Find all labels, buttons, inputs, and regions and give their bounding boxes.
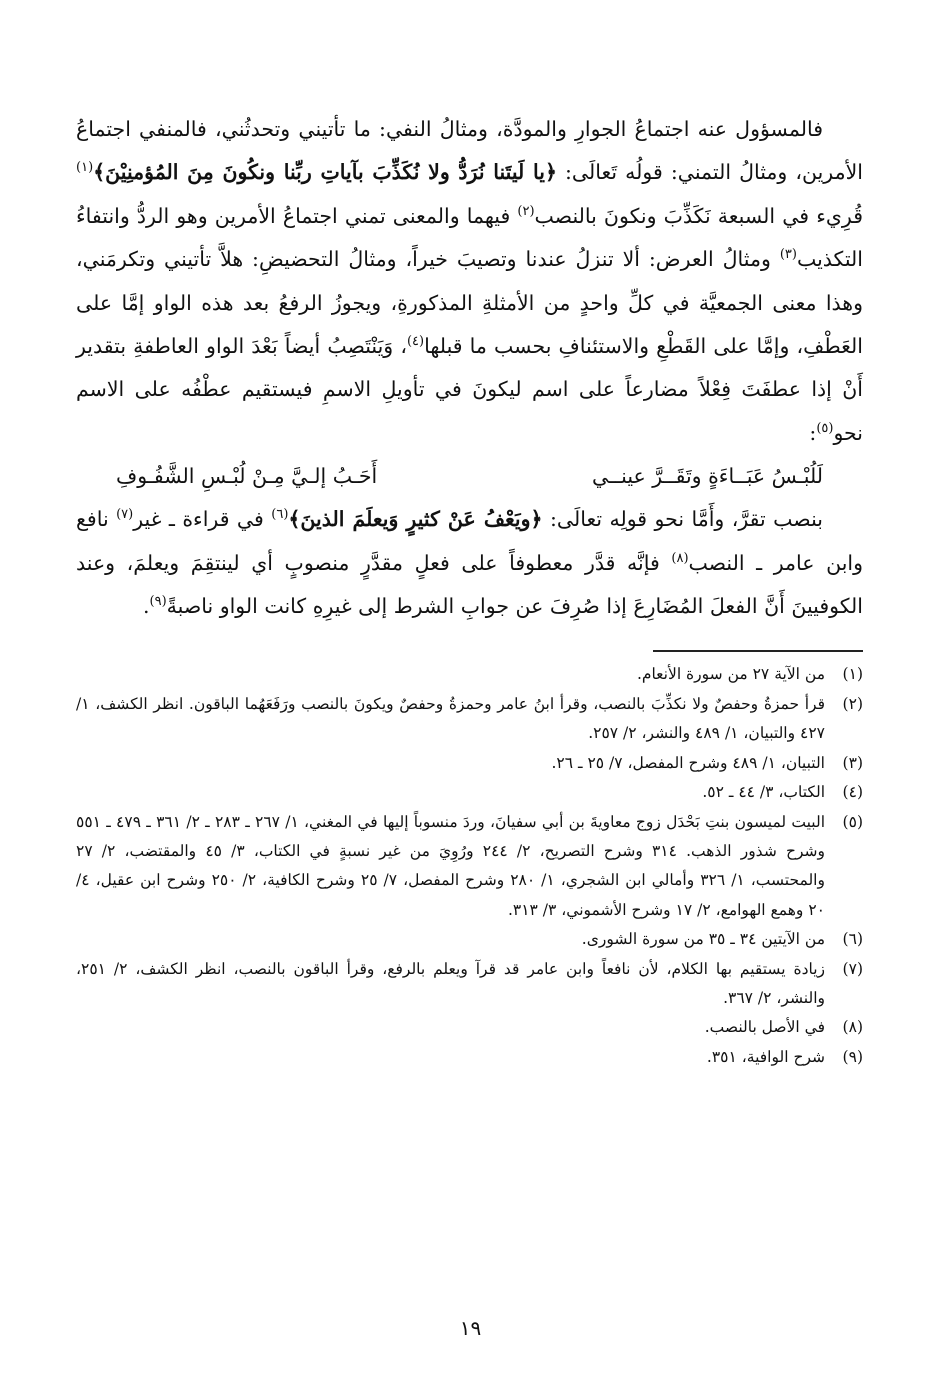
footnote-item [76, 690, 863, 749]
paragraph-2 [76, 498, 863, 628]
footnote-text: زيادة يستقيم بها الكلام، لأن نافعاً وابن عامر قد قرآ ويعلم بالرفع، وقرأ الباقون بالنصب، انظر الكشف، ٢/ ٢٥١، والنشر، ٢/ ٣٦٧. [76, 959, 825, 1007]
footnote-item [76, 660, 863, 689]
footnote-text: من الآيتين ٣٤ ـ ٣٥ من سورة الشورى. [581, 930, 825, 949]
footnote-item [76, 778, 863, 807]
footnote-text: قرأ حمزةُ وحفصٌ ولا نكذِّبَ بالنصب، وقرأ ابنُ عامر وحمزةُ وحفصٌ ويكونَ بالنصب ورَفَعَهُما الباقون. انظر الكشف، ١/ ٤٢٧ والتبيان، ١/ ٤٨٩ والنشر، ٢/ ٢٥٧. [76, 694, 825, 743]
footnote-text: الكتاب، ٣/ ٤٤ ـ ٥٢. [702, 783, 825, 802]
footnote-item [76, 955, 863, 1014]
main-text [76, 108, 863, 628]
footnote-ref[interactable]: (٨) [671, 550, 689, 566]
text-run: فإنَّه قدَّر معطوفاً على فعلٍ مقدَّرٍ منصوبٍ أي لينتقِمَ ويعلمَ، وعند الكوفيينَ أَنَّ الفعلَ المُضَارِعَ إذا صُرِفَ عن جوابِ الشرط إلى غيرِهِ كانت الواو ناصبةً [76, 550, 863, 619]
footnote-number: (٣) [842, 753, 863, 772]
quran-verse: ﴿يا لَيتَنا نُرَدُّ ولا نُكَذِّبَ بآياتِ ربِّنا ونكُونَ مِنَ المُؤمنِيْنَ﴾ [93, 160, 557, 185]
footnote-ref[interactable]: (٢) [517, 203, 535, 219]
quran-verse: ﴿ويَعْفُ عَنْ كثيرٍ وَيعلَمَ الذينَ﴾ [288, 507, 543, 532]
text-run: : [809, 420, 817, 445]
text-run: ومثالُ العرض: ألا تنزلُ عندنا وتصيبَ خيراً، ومثالُ التحضيضِ: هلاَّ تأتيني وتكرمَني، وهذا معنى الجمعيَّة في كلِّ واحدٍ من الأمثلةِ المذكورةِ، ويجوزُ الرفعُ بعد هذه الواو إمَّا على العَطْفِ، وإمَّا على القَطْعِ والاستئنافِ بحسب ما قبلها [76, 247, 863, 359]
footnote-ref[interactable]: (٩) [149, 594, 167, 610]
text-run: في قراءة ـ غير [133, 507, 272, 532]
text-run: ، وَيَنْتَصِبُ أيضاً بَعْدَ الواو العاطفةِ بتقدير أَنْ إذا عطفَتَ فِعْلاً مضارعاً على اسم ليكونَ في تأويلِ الاسمِ فيستقيم عطْفُه على الاسم نحو [76, 334, 863, 445]
footnote-item [76, 808, 863, 926]
footnote-ref[interactable]: (٥) [816, 421, 834, 437]
footnote-number: (٥) [842, 812, 863, 831]
footnote-number: (١) [842, 665, 863, 684]
text-run: قُرِيء في السبعة نَكَذِّبَ ونكونَ بالنصب [534, 203, 863, 228]
footnote-text: من الآية ٢٧ من سورة الأنعام. [636, 665, 825, 684]
footnote-ref[interactable]: (١) [76, 160, 94, 176]
footnote-item [76, 1043, 863, 1072]
footnote-ref[interactable]: (٦) [271, 507, 289, 523]
footnote-item [76, 749, 863, 778]
verse-first-hemistich: لَلُبْـسُ عَبَــاءَةٍ وتَقَــرَّ عينــي [592, 464, 823, 489]
footnote-number: (٢) [842, 694, 863, 713]
footnote-number: (٧) [842, 959, 863, 978]
footnote-item [76, 1013, 863, 1042]
footnote-number: (٩) [842, 1047, 863, 1066]
footnote-number: (٨) [842, 1018, 863, 1037]
footnote-text: في الأصل بالنصب. [704, 1018, 825, 1037]
text-run: . [142, 594, 150, 619]
footnote-item [76, 925, 863, 954]
footnote-number: (٤) [842, 783, 863, 802]
footnote-ref[interactable]: (٤) [406, 334, 425, 350]
footnote-text: البيت لميسون بنتِ بَحْدَل زوج معاويةَ بن أبي سفيانَ، وردَ منسوباً إليها في المغني، ١/ ٢٦٧ ـ ٢٨٣ ـ ٢/ ٣٦١ ـ ٤٧٩ ـ ٥٥١ وشرح شذور الذهب. ٣١٤ وشرح التصريح، ٢/ ٢٤٤ ورُوِيَ من غير نسبةٍ في الكتاب، ٣/ ٤٥ والمقتضب، ٢/ ٢٧ والمحتسب، ١/ ٣٢٦ وأمالي ابن الشجري، ١/ ٢٨٠ وشرح المفصل، ٧/ ٢٥ وشرح الكافية، ٢/ ٢٥٠ وشرح ابن عقيل، ٤/ ٢٠ وهمع الهوامع، ٢/ ١٧ وشرح الأشموني، ٣/ ٣١٣. [76, 812, 826, 919]
footnotes [76, 660, 863, 1072]
text-run: نافع وابن عامر ـ النصب [76, 507, 864, 575]
footnote-ref[interactable]: (٧) [116, 507, 134, 523]
paragraph-1 [76, 108, 863, 455]
footnote-separator [653, 650, 863, 652]
page-body [76, 108, 863, 1358]
text-run: فيهما والمعنى تمني اجتماعُ الأمرين وهو الردُّ وانتفاءُ التكذيب [76, 203, 863, 272]
footnote-number: (٦) [842, 930, 863, 949]
footnote-text: شرح الوافية، ٣٥١. [706, 1047, 825, 1066]
footnote-text: التبيان، ١/ ٤٨٩ وشرح المفصل، ٧/ ٢٥ ـ ٢٦. [551, 753, 825, 772]
footnote-ref[interactable]: (٣) [779, 247, 797, 263]
text-run: بنصب تقرَّ، وأَمَّا نحو قولِه تعالَى: [542, 507, 823, 532]
text-run: فالمسؤول عنه اجتماعُ الجوارِ والمودَّة، ومثالُ النفي: ما تأتيني وتحدثُني، فالمنفي اجتماعُ الأمرين، ومثالُ التمني: قولُه تَعالَى: [76, 117, 863, 185]
poetry-verse [76, 455, 863, 498]
page-number: ١٩ [459, 1316, 482, 1340]
verse-second-hemistich: أَحَـبُ إلـيَّ مِـنْ لُبْـسِ الشَّفُـوفِ [116, 464, 378, 489]
